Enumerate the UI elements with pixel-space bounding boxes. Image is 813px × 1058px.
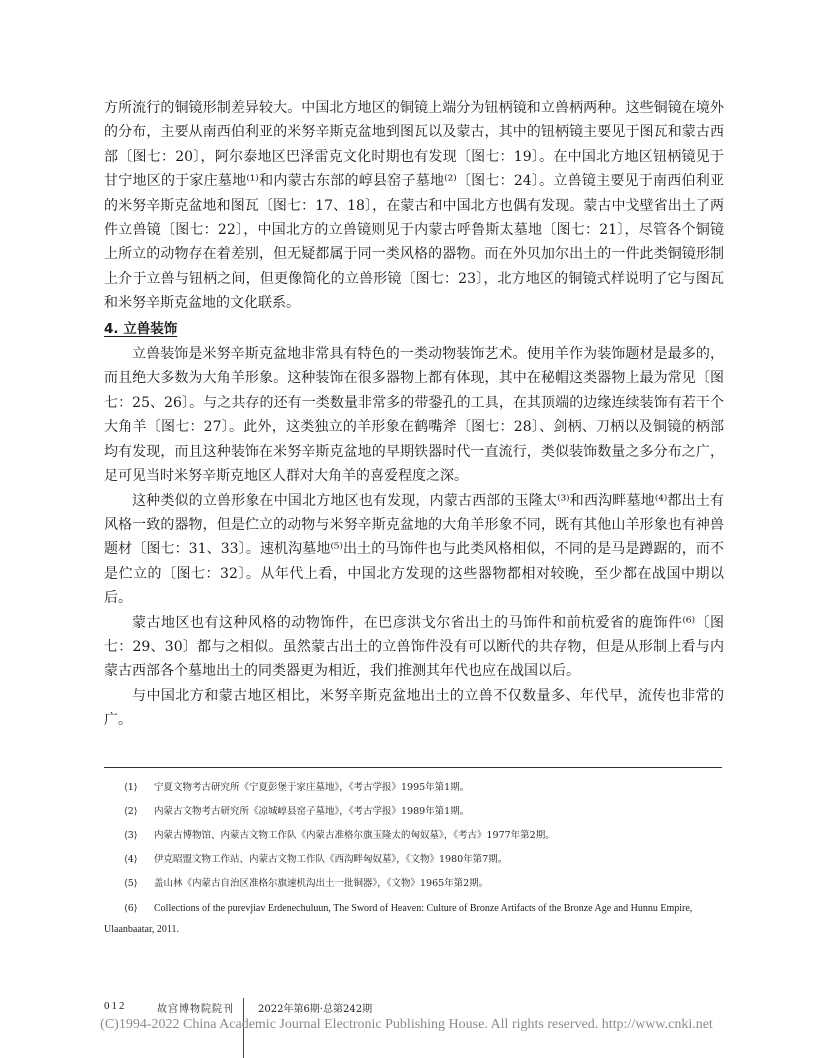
paragraph-3: 这种类似的立兽形象在中国北方地区也有发现，内蒙古西部的玉隆太⁽³⁾和西沟畔墓地⁽⁴⁾都出土有风格一致的器物，但是伫立的动物与米努辛斯克盆地的大角羊形象不同，既有其他山羊形象也有神兽题材〔图七：31、33〕。速机沟墓地⁽⁵⁾出土的马饰件也与此类风格相似，不同的是马是蹲踞的，而不是伫立的〔图七：32〕。从年代上看，中国北方发现的这些器物都相对较晚，至少都在战国中期以后。 — [104, 492, 724, 607]
footnote-text: 内蒙古博物馆、内蒙古文物工作队《内蒙古准格尔旗玉隆太的匈奴墓》，《考古》1977年第2期。 — [154, 830, 555, 841]
footnote-text: Collections of the purevjiav Erdenechuluun, The Sword of Heaven: Culture of Bronze Artifacts of the Bronze Age and Hunnu Empire, Ulaanbaatar, 2011. — [104, 903, 693, 935]
issue-info: 2022年第6期·总第242期 — [258, 1004, 373, 1015]
footnote-text: 内蒙古文物考古研究所《凉城崞县窑子墓地》，《考古学报》1989年第1期。 — [154, 806, 470, 817]
section-heading: 4. 立兽装饰 — [104, 320, 178, 337]
journal-name: 故宫博物院院刊 — [157, 1004, 234, 1015]
footnote-number: ⟨5⟩ — [124, 878, 138, 889]
footnote-number: ⟨2⟩ — [124, 806, 138, 817]
footnote-text: 伊克昭盟文物工作站、内蒙古文物工作队《西沟畔匈奴墓》，《文物》1980年第7期。 — [154, 854, 508, 865]
paragraph-1: 方所流行的铜镜形制差异较大。中国北方地区的铜镜上端分为钮柄镜和立兽柄两种。这些铜镜在境外的分布，主要从南西伯利亚的米努辛斯克盆地到图瓦以及蒙古，其中的钮柄镜主要见于图瓦和蒙古西部〔图七：20〕，阿尔泰地区巴泽雷克文化时期也有发现〔图七：19〕。在中国北方地区钮柄镜见于甘宁地区的于家庄墓地⁽¹⁾和内蒙古东部的崞县窑子墓地⁽²⁾〔图七：24〕。立兽镜主要见于南西伯利亚的米努辛斯克盆地和图瓦〔图七：17、18〕，在蒙古和中国北方也偶有发现。蒙古中戈壁省出土了两件立兽镜〔图七：22〕，中国北方的立兽镜则见于内蒙古呼鲁斯太墓地〔图七：21〕，尽管各个铜镜上所立的动物存在着差别，但无疑都属于同一类风格的器物。而在外贝加尔出土的一件此类铜镜形制上介于立兽与钮柄之间，但更像简化的立兽形镜〔图七：23〕，北方地区的铜镜式样说明了它与图瓦和米努辛斯克盆地的文化联系。 — [104, 100, 724, 312]
footnote-3 — [104, 826, 722, 850]
article-body — [104, 96, 724, 733]
paragraph-5: 与中国北方和蒙古地区相比，米努辛斯克盆地出土的立兽不仅数量多、年代早，流传也非常的广。 — [104, 687, 724, 729]
paragraph-2: 立兽装饰是米努辛斯克盆地非常具有特色的一类动物装饰艺术。使用羊作为装饰题材是最多的，而且绝大多数为大角羊形象。这种装饰在很多器物上都有体现，其中在秘帽这类器物上最为常见〔图七：25、26〕。与之共存的还有一类数量非常多的带銎孔的工具，在其顶端的边缘连续装饰有若干个大角羊〔图七：27〕。此外，这类独立的羊形象在鹤嘴斧〔图七：28〕、剑柄、刀柄以及铜镜的柄部均有发现，而且这种装饰在米努辛斯克盆地的早期铁器时代一直流行，类似装饰数量之多分布之广，足可见当时米努辛斯克地区人群对大角羊的喜爱程度之深。 — [104, 346, 724, 485]
footnote-2 — [104, 802, 722, 826]
footnote-number: ⟨4⟩ — [124, 854, 138, 865]
paragraph-4: 蒙古地区也有这种风格的动物饰件，在巴彦洪戈尔省出土的马饰件和前杭爱省的鹿饰件⁽⁶⁾〔图七：29、30〕都与之相似。虽然蒙古出土的立兽饰件没有可以断代的共存物，但是从形制上看与内蒙古西部各个墓地出土的同类器更为相近，我们推测其年代也应在战国以后。 — [104, 614, 724, 680]
footnote-divider — [104, 767, 722, 768]
footnote-number: ⟨3⟩ — [124, 830, 138, 841]
page-number: 012 — [104, 1000, 127, 1012]
footnotes — [104, 778, 722, 942]
footnote-4 — [104, 850, 722, 874]
footnote-6 — [104, 898, 722, 942]
copyright-watermark: (C)1994-2022 China Academic Journal Electronic Publishing House. All rights reserved. http://www.cnki.net — [100, 1017, 713, 1032]
footnote-text: 盖山林《内蒙古自治区准格尔旗速机沟出土一批铜器》，《文物》1965年第2期。 — [154, 878, 489, 889]
footnote-text: 宁夏文物考古研究所《宁夏彭堡于家庄墓地》，《考古学报》1995年第1期。 — [154, 782, 470, 793]
footnote-5 — [104, 874, 722, 898]
footnote-number: ⟨1⟩ — [124, 782, 138, 793]
footnote-number: ⟨6⟩ — [124, 903, 138, 914]
footnote-1 — [104, 778, 722, 802]
